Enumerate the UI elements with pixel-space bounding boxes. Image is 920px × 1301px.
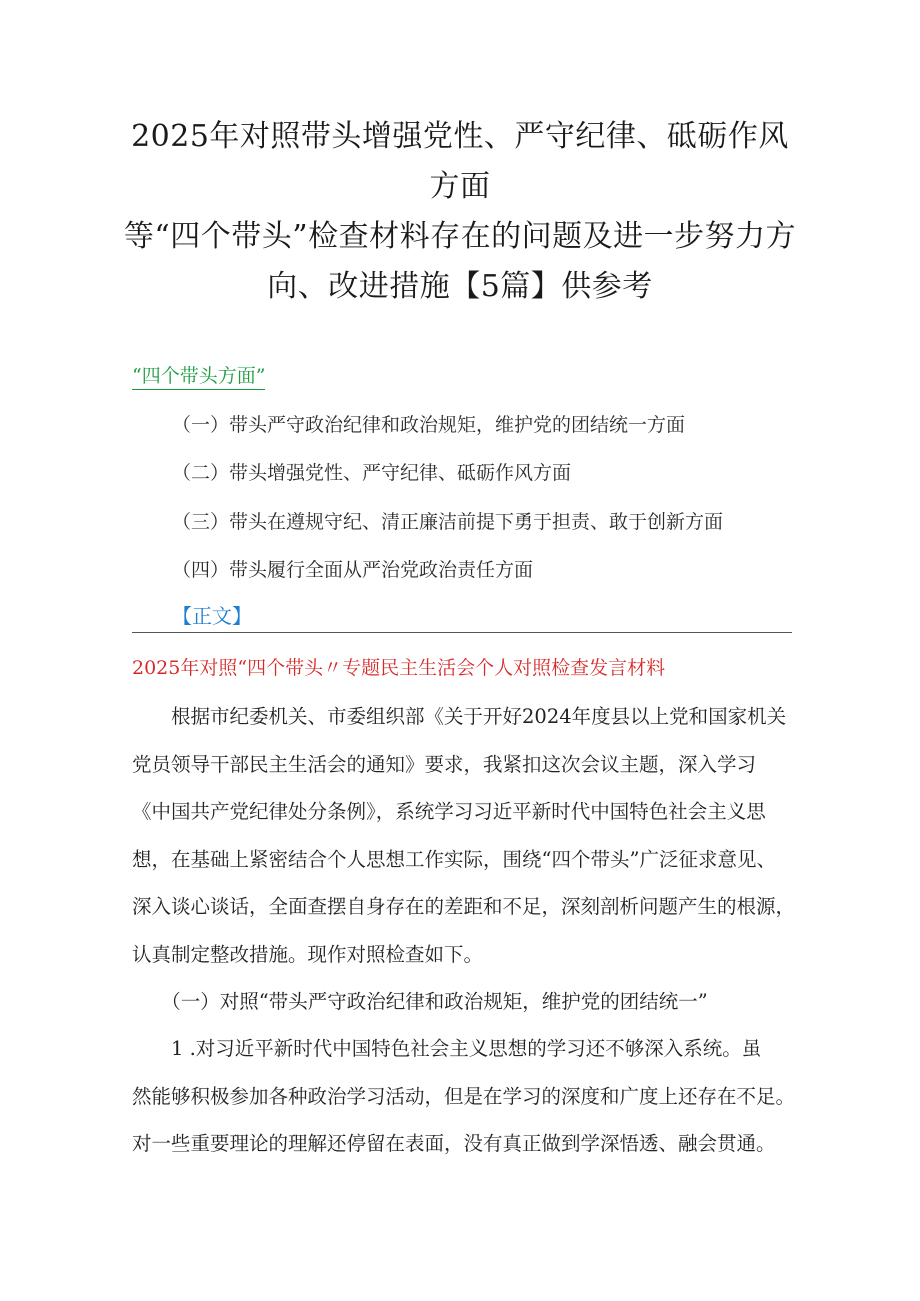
paragraph-line: 《中国共产党纪律处分条例》，系统学习习近平新时代中国特色社会主义思 [132, 800, 766, 823]
paragraph-line: 认真制定整改措施。现作对照检查如下。 [132, 942, 484, 966]
paragraph-line: 深入谈心谈话，全面查摆自身存在的差距和不足，深刻剖析问题产生的根源， [132, 895, 796, 918]
title-line: 等“四个带头”检查材料存在的问题及进一步努力方 [123, 219, 797, 254]
paragraph-line: 对一些重要理论的理解还停留在表面，没有真正做到学深悟透、融会贯通。 [132, 1132, 776, 1155]
document-title [120, 112, 800, 312]
toc-item: （三）带头在遵规守纪、清正廉洁前提下勇于担责、敢于创新方面 [172, 511, 724, 533]
toc-item: （二）带头增强党性、严守纪律、砥砺作风方面 [172, 462, 572, 484]
toc-item: （四）带头履行全面从严治党政治责任方面 [172, 559, 534, 581]
paragraph-line: 想，在基础上紧密结合个人思想工作实际，围绕“四个带头”广泛征求意见、 [132, 847, 776, 871]
point-paragraph [132, 1025, 796, 1168]
zhengwen-link[interactable]: 【正文】 [172, 604, 252, 628]
paragraph-line: 党员领导干部民主生活会的通知》要求，我紧扣这次会议主题，深入学习 [132, 752, 757, 776]
article-heading: 2025年对照“四个带头〃专题民主生活会个人对照检查发言材料 [132, 657, 666, 679]
sub-heading [132, 978, 796, 1026]
intro-paragraph [132, 693, 796, 978]
paragraph-line: 1 .对习近平新时代中国特色社会主义思想的学习还不够深入系统。虽 [132, 1037, 762, 1060]
title-line: 向、改进措施【5篇】供参考 [267, 269, 653, 304]
section-heading[interactable]: “四个带头方面” [132, 361, 265, 390]
toc-item: （一）带头严守政治纪律和政治规矩，维护党的团结统一方面 [172, 414, 686, 436]
divider [132, 632, 792, 633]
title-line: 2025年对照带头增强党性、严守纪律、砥砺作风方面 [131, 119, 789, 204]
paragraph-line: 然能够积极参加各种政治学习活动，但是在学习的深度和广度上还存在不足。 [132, 1084, 796, 1108]
paragraph-line: （一）对照“带头严守政治纪律和政治规矩，维护党的团结统一” [132, 990, 708, 1013]
paragraph-line: 根据市纪委机关、市委组织部《关于开好2024年度县以上党和国家机关 [132, 705, 787, 728]
